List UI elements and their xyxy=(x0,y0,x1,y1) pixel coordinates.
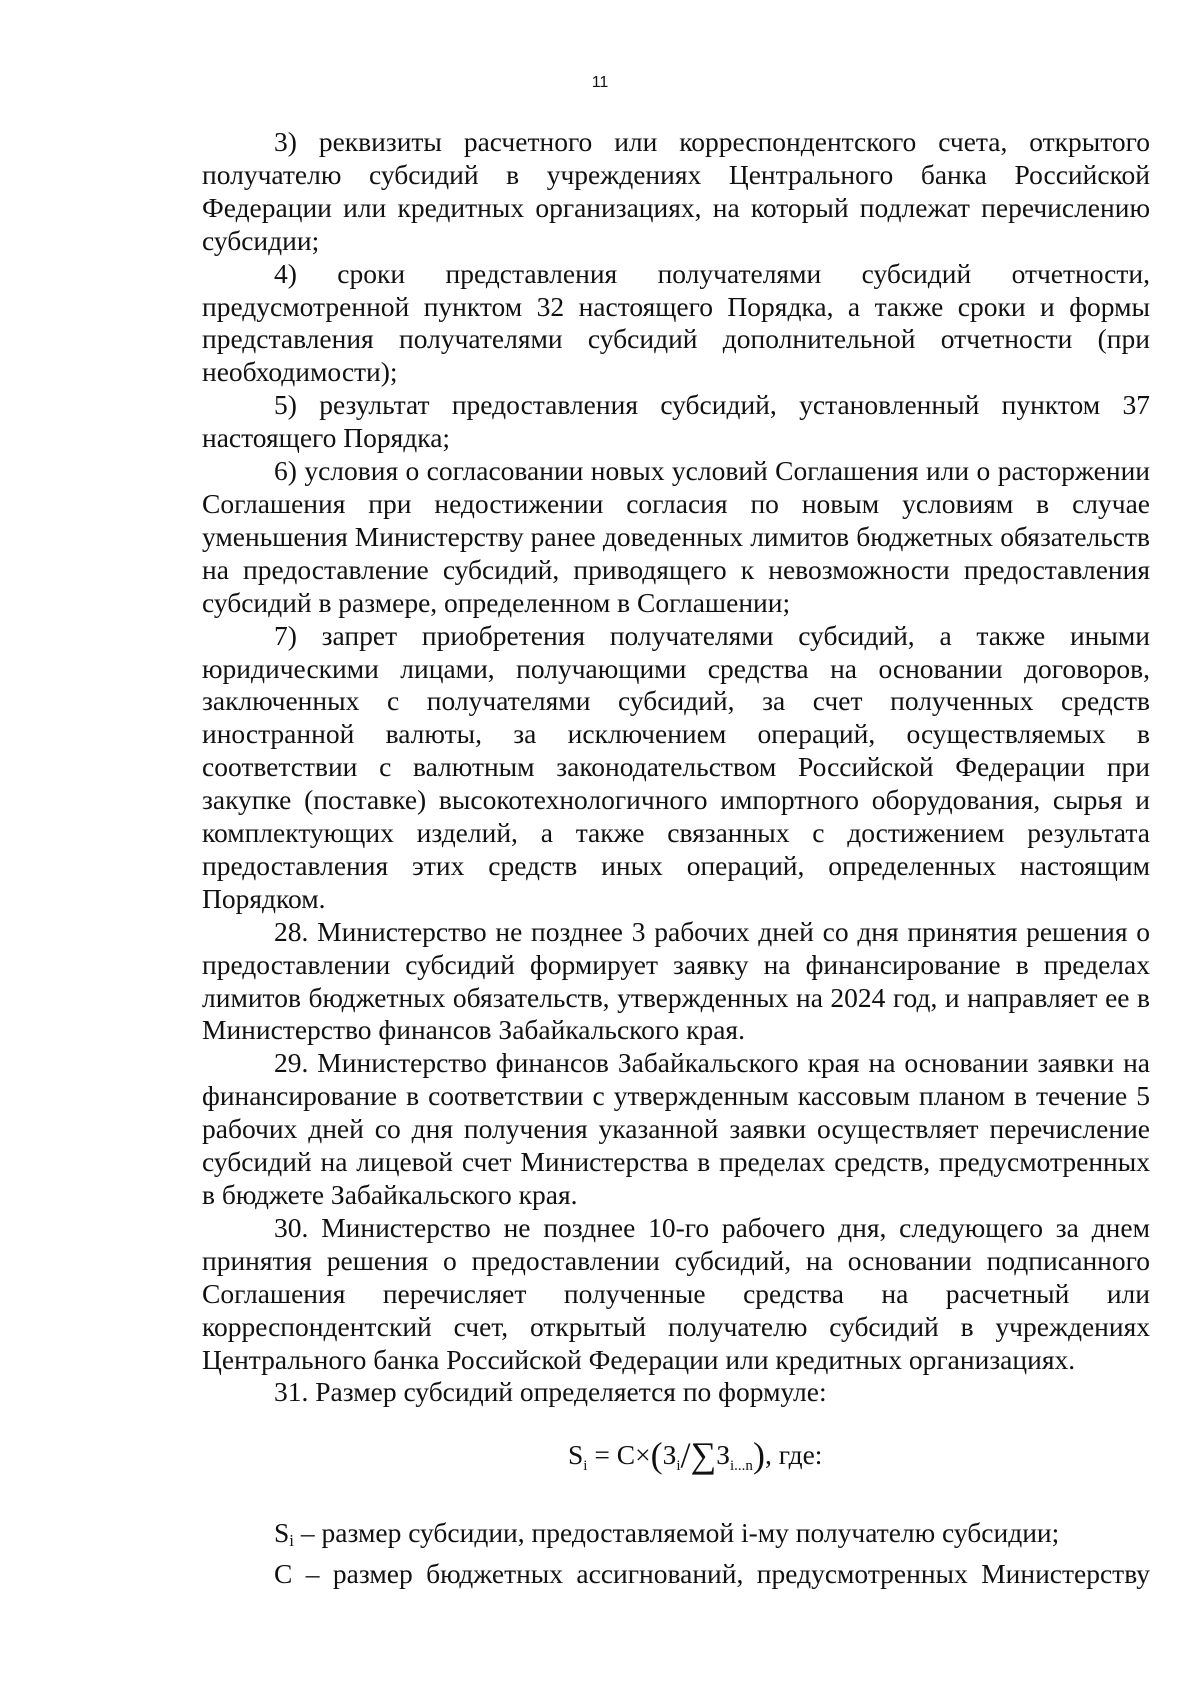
definition-c xyxy=(202,1558,1150,1591)
formula-open-paren: ( xyxy=(650,1435,663,1475)
paragraph-section-29: 29. Министерство финансов Забайкальского края на основании заявки на финансирование в соответствии с утвержденным кассовым планом в течение 5 рабочих дней со дня получения указанной заявки осуществляет перечисление субсидий на лицевой счет Министерства в пределах средств, предусмотренных в бюджете Забайкальского края. xyxy=(202,1047,1150,1210)
definition-si-subscript: i xyxy=(289,1531,295,1550)
paragraph-section-28: 28. Министерство не позднее 3 рабочих дней со дня принятия решения о предоставлении субсидий формирует заявку на финансирование в пределах лимитов бюджетных обязательств, утвержденных на 2024 год, и направляет ее в Министерство финансов Забайкальского края. xyxy=(202,915,1150,1046)
formula-z-sum-subscript: i...n xyxy=(730,1458,753,1474)
definition-si xyxy=(202,1517,1150,1558)
formula-sigma: ∑ xyxy=(690,1435,717,1475)
formula-lhs-subscript: i xyxy=(583,1458,588,1474)
paragraph-item-7: 7) запрет приобретения получателями субсидий, а также иными юридическими лицами, получающими средства на основании договоров, заключенных с получателями субсидий, за счет полученных средств иностранной валюты, за исключением операций, осуществляемых в соответствии с валютным законодательством Российской Федерации при закупке (поставке) высокотехнологичного импортного оборудования, сырья и комплектующих изделий, а также связанных с достижением результата предоставления этих средств иных операций, определенных настоящим Порядком. xyxy=(202,619,1150,914)
formula-close-paren: ) xyxy=(752,1435,765,1475)
formula-tail: , где: xyxy=(764,1439,823,1470)
page-number: 11 xyxy=(591,74,609,91)
document-body xyxy=(202,126,1150,1409)
formula-lhs: S xyxy=(568,1439,584,1470)
formula-definitions xyxy=(202,1517,1150,1591)
paragraph-item-6: 6) условия о согласовании новых условий Соглашения или о расторжении Соглашения при недостижении согласия по новым условиям в случае уменьшения Министерству ранее доведенных лимитов бюджетных обязательств на предоставление субсидий, приводящего к невозможности предоставления субсидий в размере, определенном в Соглашении; xyxy=(202,455,1150,618)
definition-si-symbol: S xyxy=(274,1517,290,1548)
formula-z-sum: З xyxy=(716,1439,731,1470)
paragraph-section-31: 31. Размер субсидий определяется по формуле: xyxy=(274,1376,827,1408)
paragraph-item-5: 5) результат предоставления субсидий, установленный пунктом 37 настоящего Порядка; xyxy=(202,389,1150,454)
paragraph-item-4: 4) сроки представления получателями субсидий отчетности, предусмотренной пунктом 32 настоящего Порядка, а также сроки и формы представления получателями субсидий дополнительной отчетности (при необходимости); xyxy=(202,257,1150,388)
formula-z: З xyxy=(662,1439,677,1470)
subsidy-formula xyxy=(568,1437,822,1484)
formula-equals-c: = C× xyxy=(587,1439,651,1470)
definition-c-text: – размер бюджетных ассигнований, предусмотренных Министерству xyxy=(292,1557,1150,1589)
definition-si-text: – размер субсидии, предоставляемой i-му получателю субсидии; xyxy=(294,1517,1060,1548)
formula-z-subscript: i xyxy=(676,1458,681,1474)
paragraph-item-3: 3) реквизиты расчетного или корреспондентского счета, открытого получателю субсидий в учреждениях Центрального банка Российской Федерации или кредитных организациях, на который подлежат перечислению субсидии; xyxy=(202,126,1150,256)
definition-c-symbol: С xyxy=(274,1557,293,1589)
paragraph-section-30: 30. Министерство не позднее 10-го рабочего дня, следующего за днем принятия решения о предоставлении субсидий, на основании подписанного Соглашения перечисляет полученные средства на расчетный или корреспондентский счет, открытый получателю субсидий в учреждениях Центрального банка Российской Федерации или кредитных организациях. xyxy=(202,1211,1150,1375)
formula-slash: / xyxy=(680,1435,691,1475)
